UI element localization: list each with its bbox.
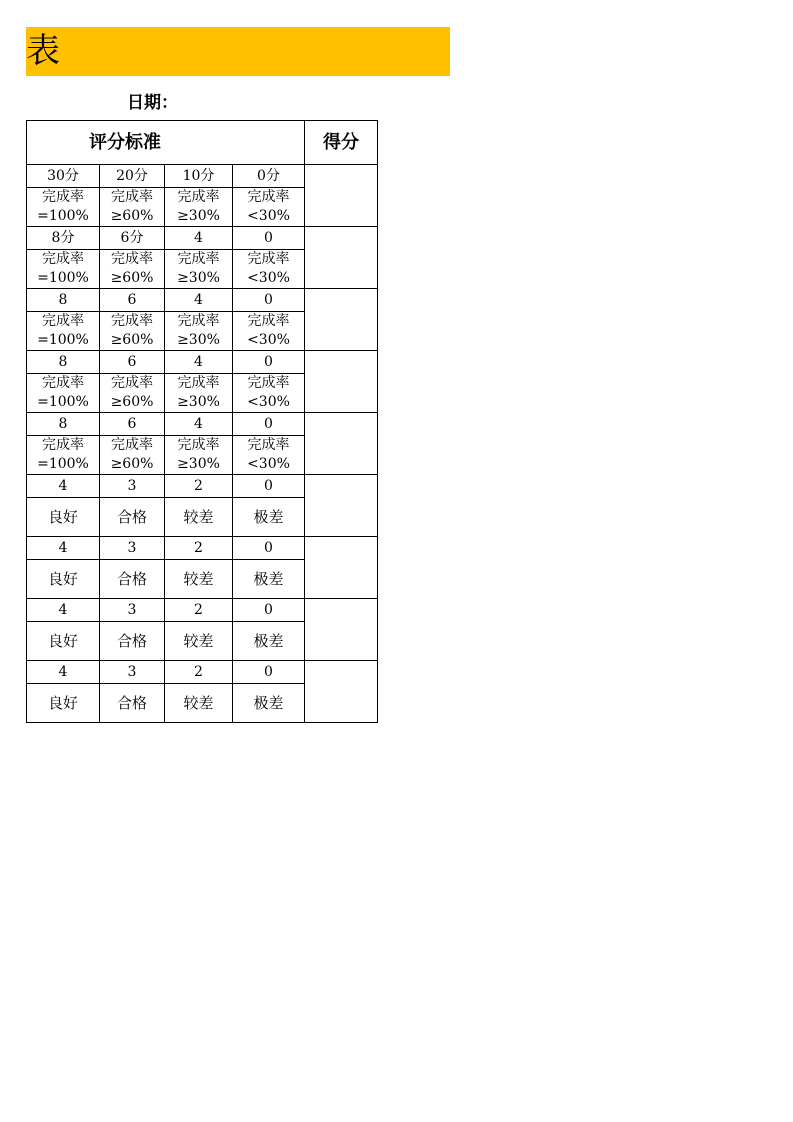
description-line: <30% xyxy=(247,394,290,410)
description-cell xyxy=(165,622,233,661)
points-cell: 0 xyxy=(233,227,305,250)
page-title: 表 xyxy=(26,31,60,71)
description-line: =100% xyxy=(37,208,89,224)
description-line: 极差 xyxy=(253,693,284,712)
description-cell xyxy=(27,560,100,599)
description-cell xyxy=(233,436,305,475)
description-line: 完成率 xyxy=(247,375,290,391)
points-cell: 30分 xyxy=(27,165,100,188)
description-cell xyxy=(100,188,165,227)
description-cell xyxy=(100,498,165,537)
description-cell xyxy=(165,374,233,413)
description-cell xyxy=(100,684,165,723)
description-line: 合格 xyxy=(116,631,147,650)
description-line: ≥30% xyxy=(177,332,220,348)
description-line: 良好 xyxy=(47,507,78,526)
description-line: <30% xyxy=(247,456,290,472)
description-line: 极差 xyxy=(253,507,284,526)
score-cell[interactable] xyxy=(305,475,378,537)
points-cell: 6 xyxy=(100,351,165,374)
score-cell[interactable] xyxy=(305,661,378,723)
description-line: <30% xyxy=(247,332,290,348)
points-cell: 2 xyxy=(165,475,233,498)
points-cell: 10分 xyxy=(165,165,233,188)
points-cell: 3 xyxy=(100,661,165,684)
description-line: 良好 xyxy=(47,631,78,650)
description-cell xyxy=(100,374,165,413)
description-line: 完成率 xyxy=(247,189,290,205)
score-cell[interactable] xyxy=(305,227,378,289)
description-line: 较差 xyxy=(183,693,214,712)
description-line: <30% xyxy=(247,270,290,286)
description-cell xyxy=(233,560,305,599)
description-line: 较差 xyxy=(183,569,214,588)
description-line: 完成率 xyxy=(42,251,84,267)
score-cell[interactable] xyxy=(305,537,378,599)
points-cell: 0 xyxy=(233,413,305,436)
score-cell[interactable] xyxy=(305,599,378,661)
description-cell xyxy=(27,436,100,475)
description-line: 完成率 xyxy=(177,437,220,453)
description-cell xyxy=(233,374,305,413)
description-cell xyxy=(233,188,305,227)
description-cell xyxy=(100,250,165,289)
description-cell xyxy=(165,188,233,227)
description-line: ≥30% xyxy=(177,394,220,410)
description-cell xyxy=(27,188,100,227)
description-line: 完成率 xyxy=(177,189,220,205)
description-cell xyxy=(27,250,100,289)
points-cell: 8 xyxy=(27,413,100,436)
description-line: <30% xyxy=(247,208,290,224)
criteria-header: 评分标准 xyxy=(27,121,305,165)
points-cell: 4 xyxy=(165,289,233,312)
points-cell: 0 xyxy=(233,351,305,374)
points-cell: 20分 xyxy=(100,165,165,188)
criteria-points-row xyxy=(27,289,378,312)
description-cell xyxy=(100,622,165,661)
description-line: ≥30% xyxy=(177,270,220,286)
criteria-points-row xyxy=(27,475,378,498)
description-line: ≥60% xyxy=(110,270,154,286)
title-bar xyxy=(26,27,450,76)
description-line: 完成率 xyxy=(42,189,84,205)
points-cell: 0 xyxy=(233,475,305,498)
description-line: 合格 xyxy=(116,507,147,526)
description-cell xyxy=(100,560,165,599)
description-line: 完成率 xyxy=(247,437,290,453)
description-line: 完成率 xyxy=(177,251,220,267)
points-cell: 0 xyxy=(233,599,305,622)
description-cell xyxy=(233,498,305,537)
description-cell xyxy=(27,622,100,661)
description-cell xyxy=(233,250,305,289)
points-cell: 4 xyxy=(27,537,100,560)
points-cell: 0 xyxy=(233,289,305,312)
description-cell xyxy=(27,498,100,537)
criteria-points-row xyxy=(27,599,378,622)
description-line: ≥60% xyxy=(110,332,154,348)
description-line: 合格 xyxy=(116,693,147,712)
description-line: 完成率 xyxy=(111,437,153,453)
points-cell: 4 xyxy=(165,227,233,250)
points-cell: 8 xyxy=(27,351,100,374)
description-line: 完成率 xyxy=(111,375,153,391)
description-cell xyxy=(27,312,100,351)
description-line: 完成率 xyxy=(177,375,220,391)
description-line: 完成率 xyxy=(247,313,290,329)
points-cell: 3 xyxy=(100,475,165,498)
description-cell xyxy=(100,436,165,475)
criteria-points-row xyxy=(27,165,378,188)
points-cell: 4 xyxy=(165,413,233,436)
points-cell: 6 xyxy=(100,413,165,436)
score-cell[interactable] xyxy=(305,289,378,351)
points-cell: 0分 xyxy=(233,165,305,188)
description-cell xyxy=(165,312,233,351)
description-cell xyxy=(233,684,305,723)
points-cell: 4 xyxy=(165,351,233,374)
description-line: ≥30% xyxy=(177,208,220,224)
description-line: ≥60% xyxy=(110,394,154,410)
description-cell xyxy=(27,684,100,723)
description-line: ≥60% xyxy=(110,208,154,224)
description-line: 完成率 xyxy=(42,375,84,391)
criteria-points-row xyxy=(27,537,378,560)
description-line: =100% xyxy=(37,394,89,410)
description-cell xyxy=(233,622,305,661)
points-cell: 4 xyxy=(27,661,100,684)
criteria-points-row xyxy=(27,661,378,684)
description-line: 完成率 xyxy=(177,313,220,329)
table-header-row xyxy=(27,121,378,165)
description-line: 完成率 xyxy=(42,437,84,453)
description-line: =100% xyxy=(37,270,89,286)
score-header: 得分 xyxy=(305,121,378,165)
description-cell xyxy=(27,374,100,413)
points-cell: 2 xyxy=(165,661,233,684)
criteria-points-row xyxy=(27,351,378,374)
points-cell: 4 xyxy=(27,599,100,622)
points-cell: 2 xyxy=(165,537,233,560)
score-cell[interactable] xyxy=(305,351,378,413)
points-cell: 0 xyxy=(233,537,305,560)
description-cell xyxy=(165,498,233,537)
points-cell: 8 xyxy=(27,289,100,312)
description-line: 完成率 xyxy=(111,189,153,205)
criteria-points-row xyxy=(27,227,378,250)
score-cell[interactable] xyxy=(305,165,378,227)
description-cell xyxy=(100,312,165,351)
points-cell: 6分 xyxy=(100,227,165,250)
description-line: 完成率 xyxy=(111,251,153,267)
description-line: 较差 xyxy=(183,507,214,526)
description-line: 良好 xyxy=(47,693,78,712)
description-line: =100% xyxy=(37,456,89,472)
date-label: 日期： xyxy=(127,93,178,113)
points-cell: 8分 xyxy=(27,227,100,250)
points-cell: 3 xyxy=(100,599,165,622)
description-line: 完成率 xyxy=(247,251,290,267)
description-line: 良好 xyxy=(47,569,78,588)
description-line: 完成率 xyxy=(42,313,84,329)
description-cell xyxy=(165,560,233,599)
description-line: 完成率 xyxy=(111,313,153,329)
description-line: 极差 xyxy=(253,569,284,588)
points-cell: 6 xyxy=(100,289,165,312)
criteria-points-row xyxy=(27,413,378,436)
description-cell xyxy=(165,684,233,723)
description-line: ≥60% xyxy=(110,456,154,472)
points-cell: 0 xyxy=(233,661,305,684)
description-line: 极差 xyxy=(253,631,284,650)
scoring-table xyxy=(26,120,378,723)
description-cell xyxy=(165,250,233,289)
description-line: 较差 xyxy=(183,631,214,650)
points-cell: 4 xyxy=(27,475,100,498)
points-cell: 3 xyxy=(100,537,165,560)
points-cell: 2 xyxy=(165,599,233,622)
description-line: ≥30% xyxy=(177,456,220,472)
description-cell xyxy=(233,312,305,351)
description-line: =100% xyxy=(37,332,89,348)
description-cell xyxy=(165,436,233,475)
description-line: 合格 xyxy=(116,569,147,588)
score-cell[interactable] xyxy=(305,413,378,475)
